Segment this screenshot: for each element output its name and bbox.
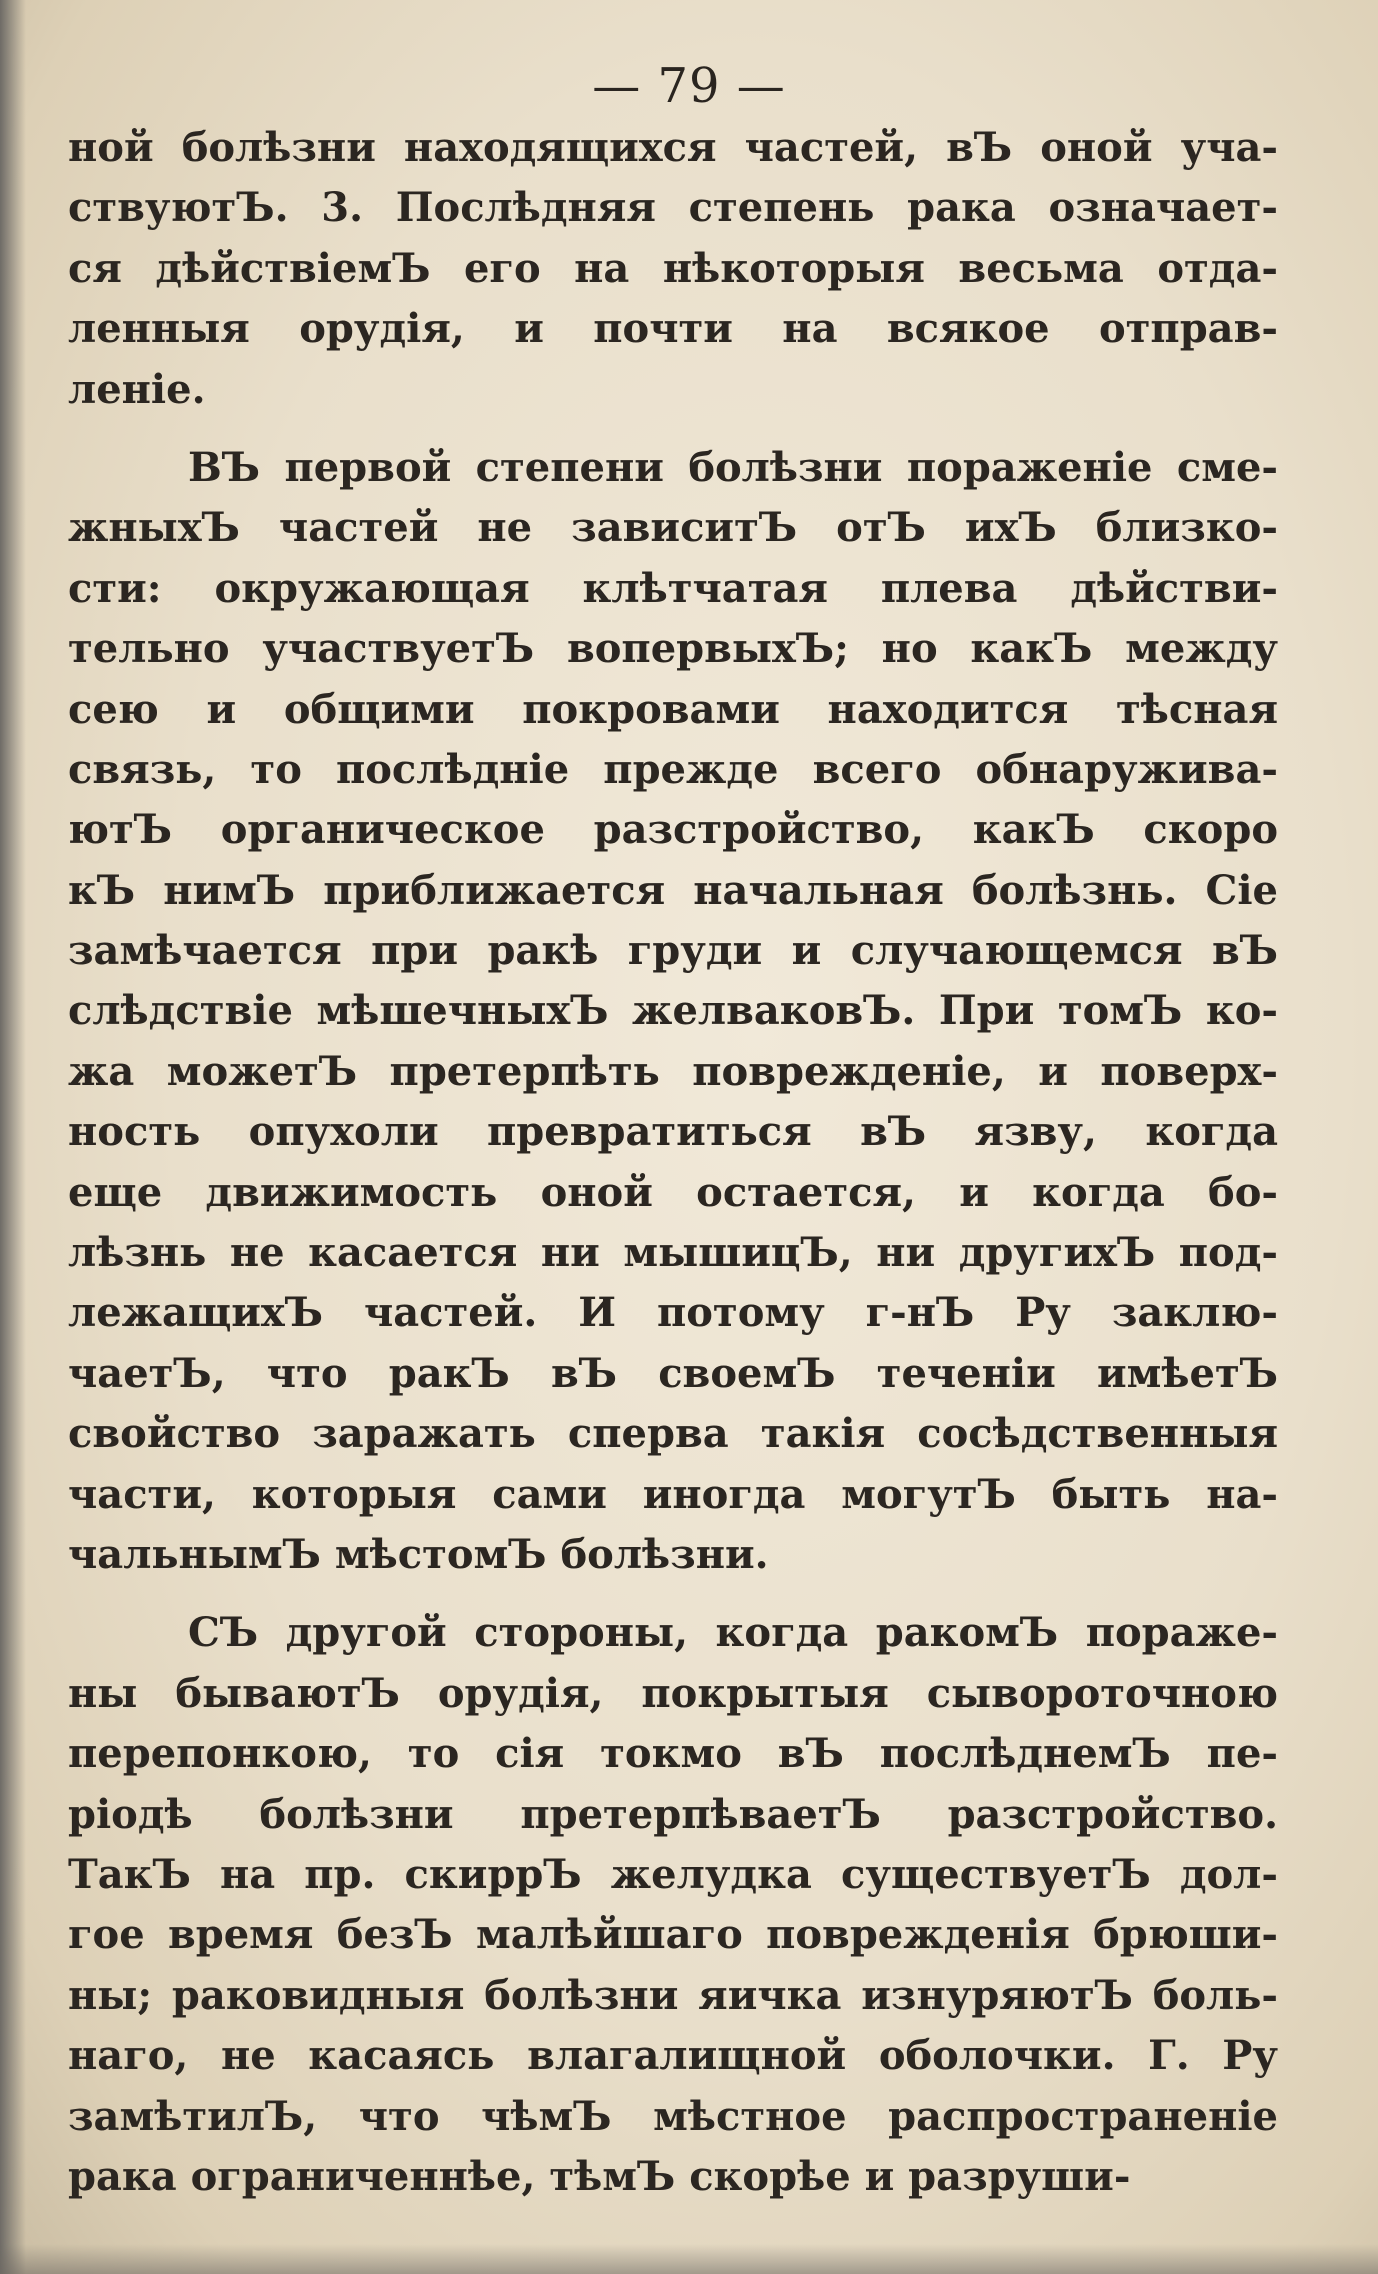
text-line: кЪ нимЪ приближается начальная болѣзнь. Сіе: [68, 866, 1278, 914]
text-line: леніе.: [68, 365, 206, 413]
text-line: чаетЪ, что ракЪ вЪ своемЪ теченіи имѣетЪ: [68, 1349, 1278, 1397]
paragraph: [68, 1603, 1278, 2207]
paragraph: [68, 438, 1278, 1585]
page-text: [68, 118, 1278, 2207]
paragraph-gap: [68, 420, 1278, 438]
text-line: перепонкою, то сія токмо вЪ послѣднемЪ пе-: [68, 1730, 1278, 1778]
text-line: сею и общими покровами находится тѣсная: [68, 685, 1278, 733]
text-line: ной болѣзни находящихся частей, вЪ оной уча-: [68, 124, 1278, 171]
text-line: ютЪ органическое разстройство, какЪ скоро: [68, 806, 1278, 854]
paragraph-gap: [68, 1585, 1278, 1603]
text-line: гое время безЪ малѣйшаго поврежденія брюши-: [68, 1911, 1278, 1959]
text-line: ленныя орудія, и почти на всякое отправ-: [68, 305, 1278, 353]
text-line: ны; раковидныя болѣзни яичка изнуряютЪ боль-: [68, 1971, 1278, 2019]
paragraph: [68, 118, 1278, 420]
text-line: лѣзнь не касается ни мышицЪ, ни другихЪ под-: [68, 1229, 1278, 1277]
text-line: сти: окружающая клѣтчатая плева дѣйстви-: [68, 564, 1278, 612]
text-line: ствуютЪ. 3. Послѣдняя степень рака означает-: [68, 184, 1278, 232]
text-line: свойство заражать сперва такія сосѣдственныя: [68, 1410, 1278, 1458]
text-line: замѣтилЪ, что чѣмЪ мѣстное распространеніе: [68, 2092, 1278, 2140]
text-line: СЪ другой стороны, когда ракомЪ пораже-: [188, 1609, 1278, 1657]
text-line: ны бываютЪ орудія, покрытыя сывороточною: [68, 1669, 1278, 1717]
text-line: части, которыя сами иногда могутЪ быть на-: [68, 1470, 1278, 1518]
text-line: связь, то послѣдніе прежде всего обнаружива-: [68, 745, 1278, 793]
text-line: лежащихЪ частей. И потому г-нЪ Ру заклю-: [68, 1289, 1278, 1337]
text-line: еще движимость оной остается, и когда бо-: [68, 1168, 1278, 1216]
text-line: ТакЪ на пр. скиррЪ желудка существуетЪ дол-: [68, 1850, 1278, 1898]
text-line: наго, не касаясь влагалищной оболочки. Г. Ру: [68, 2032, 1278, 2080]
text-line: чальнымЪ мѣстомЪ болѣзни.: [68, 1530, 769, 1578]
text-line: ріодѣ болѣзни претерпѣваетЪ разстройство.: [68, 1790, 1278, 1838]
text-line: слѣдствіе мѣшечныхЪ желваковЪ. При томЪ ко-: [68, 987, 1278, 1035]
text-line: замѣчается при ракѣ груди и случающемся вЪ: [68, 927, 1278, 975]
text-line: рака ограниченнѣе, тѣмЪ скорѣе и разруши-: [68, 2152, 1131, 2200]
text-line: ся дѣйствіемЪ его на нѣкоторыя весьма отда-: [68, 244, 1278, 292]
text-line: тельно участвуетЪ вопервыхЪ; но какЪ между: [68, 625, 1278, 673]
binding-shadow: [0, 0, 26, 2274]
page-number: — 79 —: [592, 58, 786, 114]
text-line: ВЪ первой степени болѣзни пораженіе сме-: [188, 443, 1278, 491]
text-line: жныхЪ частей не зависитЪ отЪ ихЪ близко-: [68, 504, 1278, 552]
text-line: ность опухоли превратиться вЪ язву, когда: [68, 1108, 1278, 1156]
bottom-shadow: [0, 2244, 1378, 2274]
text-line: жа можетЪ претерпѣть поврежденіе, и поверх-: [68, 1047, 1278, 1095]
